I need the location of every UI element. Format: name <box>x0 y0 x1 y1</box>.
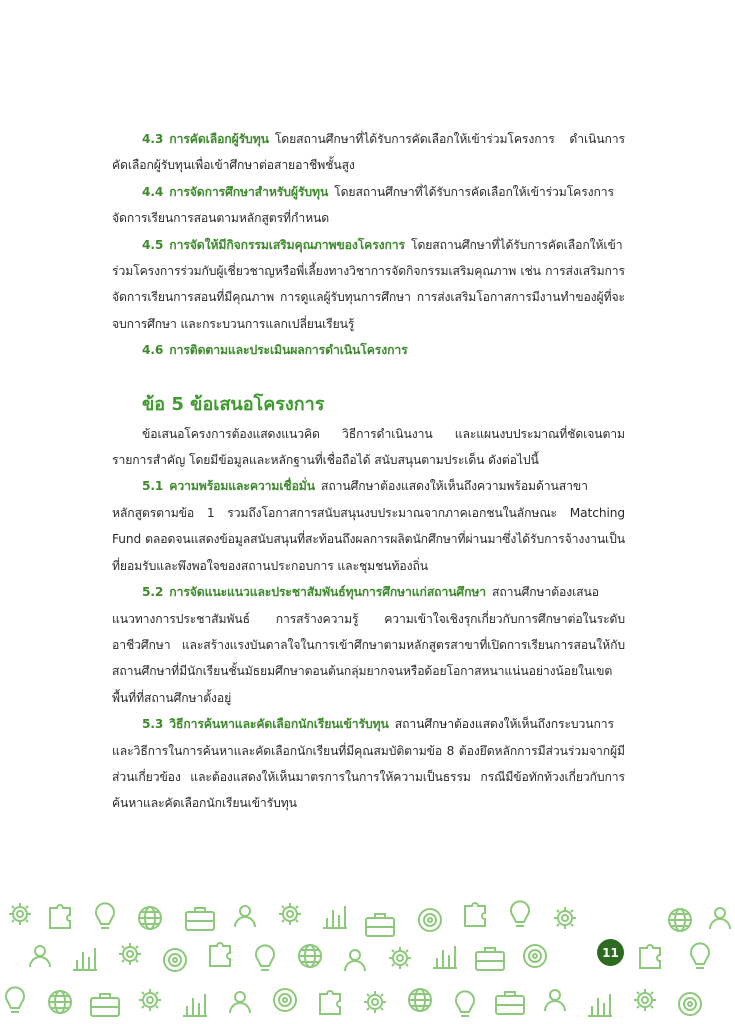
item-number: 4.5 <box>142 237 164 252</box>
item-number: 5.3 <box>142 717 164 732</box>
item-number: 4.3 <box>142 132 164 146</box>
item-heading: ความพร้อมและความเชื่อมั่น <box>169 479 315 494</box>
pattern-row-3 <box>6 987 701 1016</box>
item-number: 5.2 <box>142 585 164 600</box>
item-5-2 <box>112 579 625 711</box>
item-heading: การจัดการศึกษาสำหรับผู้รับทุน <box>169 184 329 199</box>
section-intro: ข้อเสนอโครงการต้องแสดงแนวคิด วิธีการดำเนินงาน และแผนงบประมาณที่ชัดเจนตามรายการสำคัญ โดยมีข้อมูลและหลักฐานที่เชื่อถือได้ สนับสนุนตามประเด็น ดังต่อไปนี้ <box>112 426 625 468</box>
item-number: 4.6 <box>142 343 164 358</box>
item-4-6 <box>112 337 625 363</box>
item-text: สถานศึกษาต้องแสดงให้เห็นถึงความพร้อมด้านสาขาหลักสูตรตามข้อ 1 รวมถึงโอกาสการสนับสนุนงบประมาณจากภาคเอกชนในลักษณะ Matching Fund ตลอดจนแสดงข้อมูลสนับสนุนที่สะท้อนถึงผลการผลิตนักศึกษาที่ผ่านมาซึ่งได้รับการจ้างงานเป็นที่ยอมรับและพึงพอใจของสถานประกอบการ และชุมชนท้องถิ่น <box>112 479 625 573</box>
item-5-3 <box>112 711 625 817</box>
item-text: โดยสถานศึกษาที่ได้รับการคัดเลือกให้เข้าร่วมโครงการ ดำเนินการคัดเลือกผู้รับทุนเพื่อเข้าศึกษาต่อสายอาชีพชั้นสูง <box>112 132 625 173</box>
decorative-icon-pattern <box>0 896 735 1024</box>
pattern-row-1 <box>9 901 730 936</box>
item-number: 4.4 <box>142 184 164 199</box>
item-text: โดยสถานศึกษาที่ได้รับการคัดเลือกให้เข้าร่วมโครงการจัดการเรียนการสอนตามหลักสูตรที่กำหนด <box>112 184 615 226</box>
item-heading: การติดตามและประเมินผลการดำเนินโครงการ <box>169 343 408 358</box>
item-number: 5.1 <box>142 479 164 494</box>
item-heading: การจัดให้มีกิจกรรมเสริมคุณภาพของโครงการ <box>169 237 405 252</box>
item-5-1 <box>112 473 625 579</box>
section-title: ข้อ 5 ข้อเสนอโครงการ <box>142 393 325 415</box>
page-number-badge: 11 <box>597 939 624 966</box>
item-4-5 <box>112 232 625 338</box>
item-heading: วิธีการค้นหาและคัดเลือกนักเรียนเข้ารับทุน <box>169 717 389 732</box>
item-heading: การคัดเลือกผู้รับทุน <box>169 132 269 146</box>
item-text: โดยสถานศึกษาที่ได้รับการคัดเลือกให้เข้าร่วมโครงการร่วมกับผู้เชี่ยวชาญหรือพี่เลี้ยงทางวิชาการจัดกิจกรรมเสริมคุณภาพ เช่น การส่งเสริมการจัดการเรียนการสอนที่มีคุณภาพ การดูแลผู้รับทุนการศึกษา การส่งเสริมโอกาสการมีงานทำของผู้ที่จะจบการศึกษา และกระบวนการแลกเปลี่ยนเรียนรู้ <box>112 237 625 331</box>
item-text: สถานศึกษาต้องเสนอแนวทางการประชาสัมพันธ์ การสร้างความรู้ ความเข้าใจเชิงรุกเกี่ยวกับการศึกษาต่อในระดับอาชีวศึกษา และสร้างแรงบันดาลใจในการเข้าศึกษาตามหลักสูตรสาขาที่เปิดการเรียนการสอนให้กับสถานศึกษาที่มีนักเรียนชั้นมัธยมศึกษาตอนต้นกลุ่มยากจนหรือด้อยโอกาสหนาแน่นอย่างน้อยในเขตพื้นที่ที่สถานศึกษาตั้งอยู่ <box>112 585 625 705</box>
item-text: สถานศึกษาต้องแสดงให้เห็นถึงกระบวนการและวิธีการในการค้นหาและคัดเลือกนักเรียนที่มีคุณสมบัติตามข้อ 8 ต้องยึดหลักการมีส่วนร่วมจากผู้มีส่วนเกี่ยวข้อง และต้องแสดงให้เห็นมาตรการในการให้ความเป็นธรรม กรณีมีข้อทักท้วงเกี่ยวกับการค้นหาและคัดเลือกนักเรียนเข้ารับทุน <box>112 717 625 811</box>
item-4-4 <box>112 179 625 232</box>
item-4-3 <box>112 126 625 179</box>
item-heading: การจัดแนะแนวและประชาสัมพันธ์ทุนการศึกษาแก่สถานศึกษา <box>169 585 487 600</box>
document-body <box>112 126 625 817</box>
